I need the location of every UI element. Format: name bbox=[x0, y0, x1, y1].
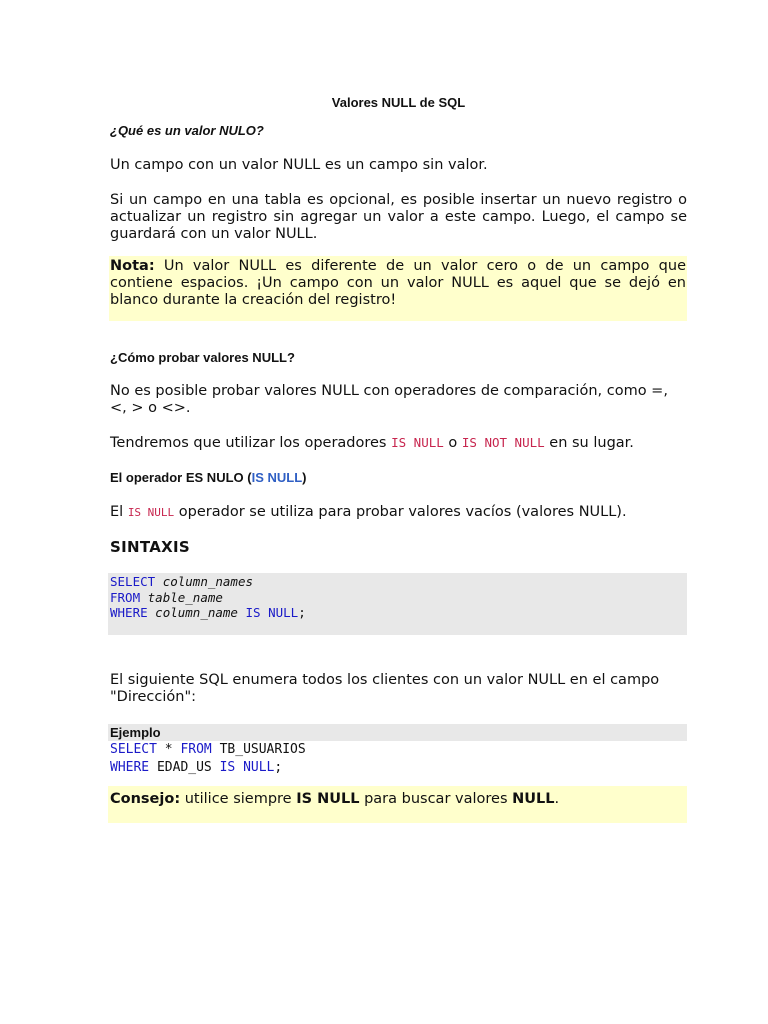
paragraph-optional-field: Si un campo en una tabla es opcional, es posible insertar un nuevo registro o actualizar un registro sin agregar un valor a este campo. Luego, el campo se guardará con un valor NULL. bbox=[110, 192, 687, 242]
question-how-to-test: ¿Cómo probar valores NULL? bbox=[110, 350, 295, 365]
paragraph-use-operators: Tendremos que utilizar los operadores IS NULL o IS NOT NULL en su lugar. bbox=[110, 435, 634, 451]
paragraph-example-intro: El siguiente SQL enumera todos los clientes con un valor NULL en el campo "Dirección": bbox=[110, 672, 660, 705]
code-is-null: IS NULL bbox=[391, 435, 444, 450]
example-code-block bbox=[110, 741, 306, 776]
is-null-link[interactable]: IS NULL bbox=[251, 470, 303, 485]
heading-operator: El operador ES NULO (IS NULL) bbox=[110, 470, 307, 485]
paragraph-operator-usage: El IS NULL operador se utiliza para probar valores vacíos (valores NULL). bbox=[110, 504, 627, 520]
syntax-heading: SINTAXIS bbox=[110, 538, 190, 556]
code-is-null-inline: IS NULL bbox=[127, 506, 175, 519]
example-label: Ejemplo bbox=[110, 725, 161, 740]
example-line-2: WHERE EDAD_US IS NULL; bbox=[110, 759, 283, 775]
example-line-1: SELECT * FROM TB_USUARIOS bbox=[110, 742, 306, 757]
note-label: Nota: bbox=[110, 258, 155, 274]
note-text: Un valor NULL es diferente de un valor cero o de un campo que contiene espacios. ¡Un campo con un valor NULL es aquel que se dejó en blanco durante la creación del registro! bbox=[110, 258, 686, 308]
note-box bbox=[109, 256, 687, 321]
example-header-bar bbox=[108, 724, 687, 741]
code-line-2: FROM table_name bbox=[110, 589, 223, 605]
syntax-code-block bbox=[108, 573, 687, 635]
code-line-3: WHERE column_name IS NULL; bbox=[110, 605, 306, 620]
paragraph-comparison: No es posible probar valores NULL con operadores de comparación, como =, <, > o <>. bbox=[110, 383, 668, 416]
question-what-is-null: ¿Qué es un valor NULO? bbox=[110, 123, 264, 138]
tip-box: Consejo: utilice siempre IS NULL para buscar valores NULL. bbox=[108, 786, 687, 823]
code-line-1: SELECT column_names bbox=[110, 574, 253, 589]
page-title: Valores NULL de SQL bbox=[331, 95, 466, 110]
code-is-not-null: IS NOT NULL bbox=[461, 435, 545, 450]
paragraph-definition: Un campo con un valor NULL es un campo sin valor. bbox=[110, 157, 488, 173]
tip-label: Consejo: bbox=[110, 791, 181, 807]
